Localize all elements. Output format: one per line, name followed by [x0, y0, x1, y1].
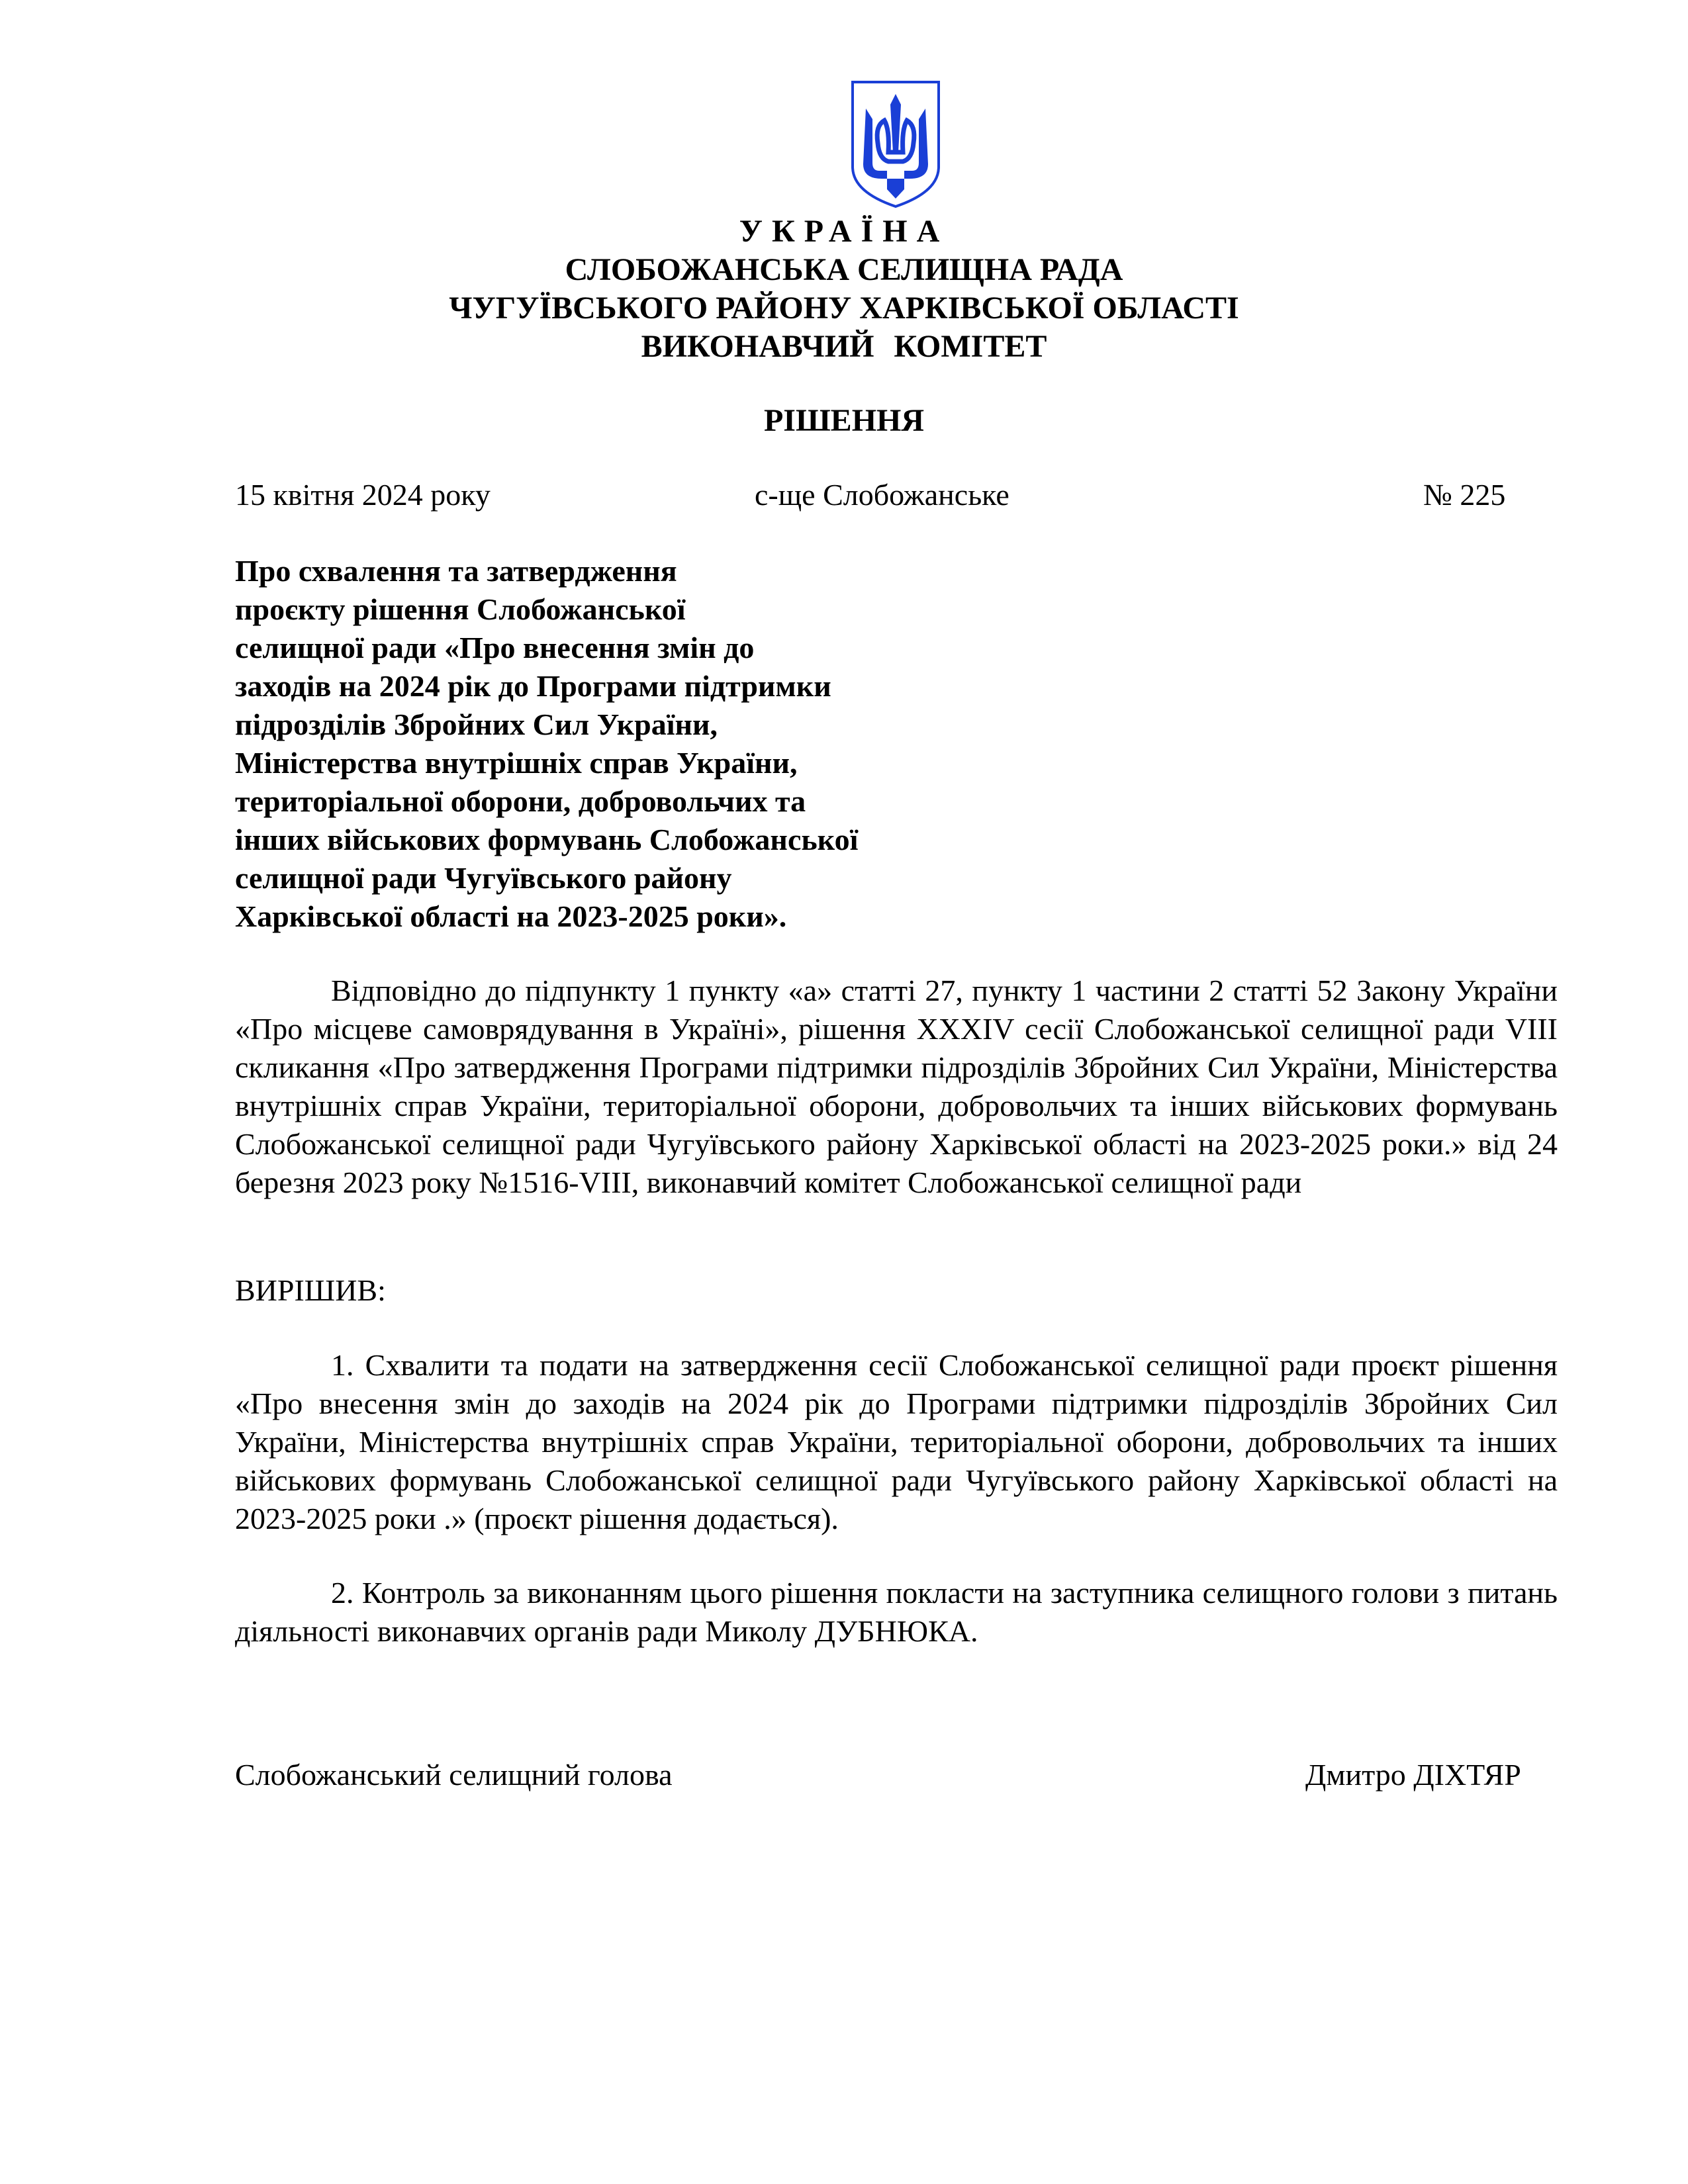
header-council: СЛОБОЖАНСЬКА СЕЛИЩНА РАДА — [565, 252, 1123, 287]
subject-line: селищної ради Чугуївського району — [235, 861, 732, 895]
decision-place: с-ще Слобожанське — [755, 478, 1009, 512]
subject-line: селищної ради «Про внесення змін до — [235, 631, 755, 664]
subject-line: підрозділів Збройних Сил України, — [235, 707, 718, 741]
subject-line: Про схвалення та затвердження — [235, 554, 677, 588]
subject-line: Харківської області на 2023-2025 роки». — [235, 899, 787, 933]
document-type-title: РІШЕННЯ — [763, 403, 925, 438]
subject-line: територіальної оборони, добровольчих та — [235, 784, 806, 818]
resolution-item-1: 1. Схвалити та подати на затвердження сесії Слобожанської селищної ради проєкт рішення «Про внесення змін до заходів на 2024 рік до Програми підтримки підрозділів Збройних Сил України, Міністерства внутрішніх справ України, територіальної оборони, добровольчих та інших військових формувань Слобожанської селищної ради Чугуївського району Харківської області на 2023-2025 роки .» (проєкт рішення додається). — [235, 1348, 1558, 1535]
subject-line: інших військових формувань Слобожанської — [235, 823, 859, 856]
header-committee: ВИКОНАВЧИЙ КОМІТЕТ — [641, 329, 1047, 364]
subject-line: Міністерства внутрішніх справ України, — [235, 746, 798, 780]
ukraine-trident-emblem-icon — [849, 79, 943, 209]
signatory-name: Дмитро ДІХТЯР — [1305, 1758, 1521, 1792]
decision-number: № 225 — [1423, 478, 1506, 512]
header-district: ЧУГУЇВСЬКОГО РАЙОНУ ХАРКІВСЬКОЇ ОБЛАСТІ — [449, 291, 1239, 326]
header-country: УКРАЇНА — [739, 214, 949, 249]
subject-line: заходів на 2024 рік до Програми підтримки — [235, 669, 831, 703]
resolution-item-2: 2. Контроль за виконанням цього рішення покласти на заступника селищного голови з питань діяльності виконавчих органів ради Миколу ДУБНЮКА. — [235, 1576, 1558, 1648]
signatory-title: Слобожанський селищний голова — [235, 1758, 673, 1792]
decision-subject — [235, 552, 963, 936]
preamble-paragraph: Відповідно до підпункту 1 пункту «а» статті 27, пункту 1 частини 2 статті 52 Закону України «Про місцеве самоврядування в Україні», рішення XXXIV сесії Слобожанської селищної ради VIII скликання «Про затвердження Програми підтримки підрозділів Збройних Сил України, Міністерства внутрішніх справ України, територіальної оборони, добровольчих та інших військових формувань Слобожанської селищної ради Чугуївського району Харківської області на 2023-2025 роки.» від 24 березня 2023 року №1516-VIII, виконавчий комітет Слобожанської селищної ради — [235, 974, 1558, 1199]
decision-date: 15 квітня 2024 року — [235, 478, 491, 512]
subject-line: проєкту рішення Слобожанської — [235, 592, 686, 626]
resolved-label: ВИРІШИВ: — [235, 1273, 386, 1307]
